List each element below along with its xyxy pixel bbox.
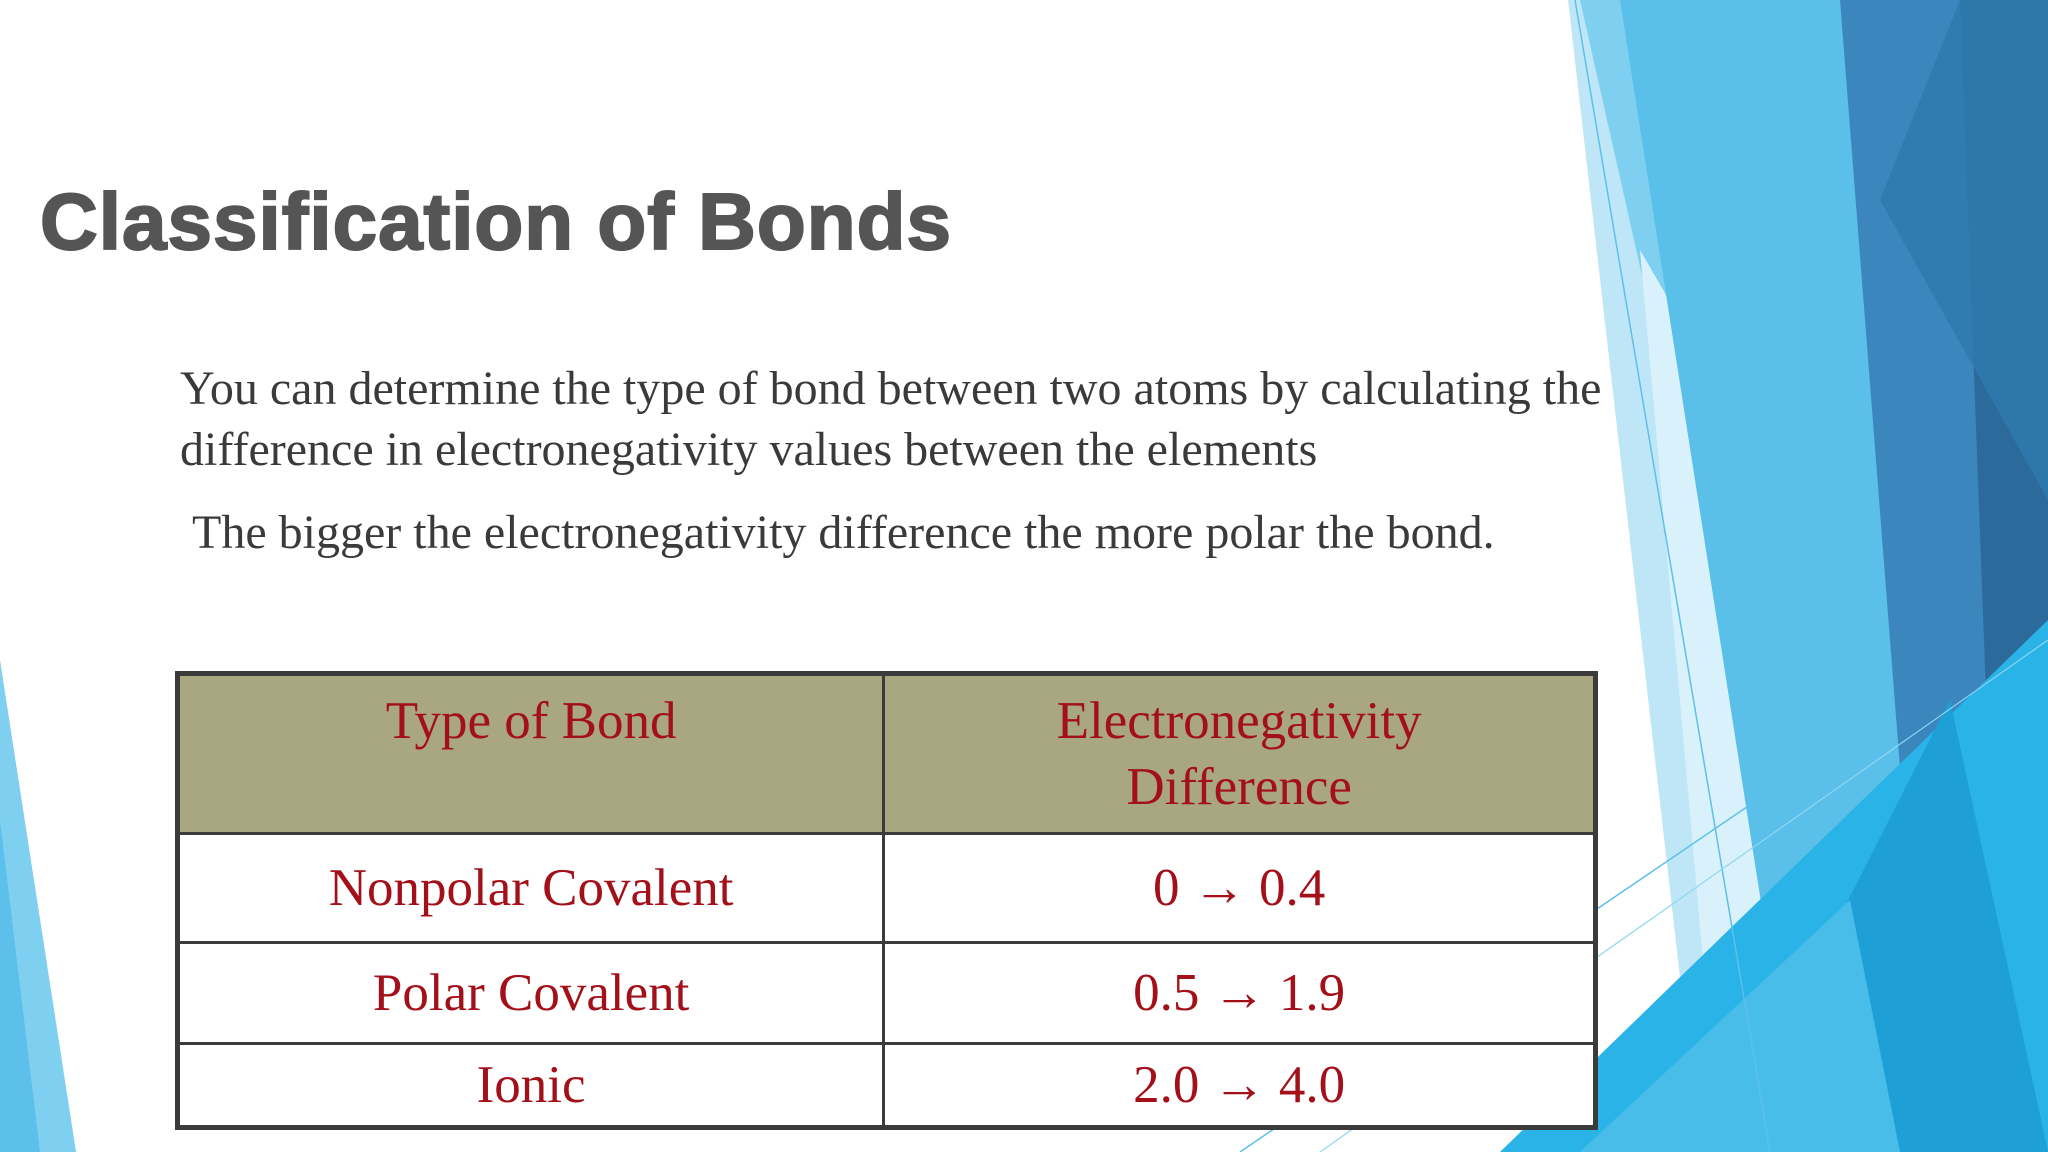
cell-bond-type: Polar Covalent [179, 943, 884, 1044]
bond-classification-table [177, 673, 1596, 1128]
table-row [179, 943, 1595, 1044]
cell-bond-type: Ionic [179, 1044, 884, 1127]
slide-title: Classification of Bonds [40, 177, 952, 266]
table-row [179, 1044, 1595, 1127]
cell-bond-type: Nonpolar Covalent [179, 834, 884, 943]
header-type-of-bond: Type of Bond [179, 675, 884, 834]
body-text [180, 358, 1640, 563]
body-paragraph-1: You can determine the type of bond between two atoms by calculating the difference in electronegativity values between the elements [180, 362, 1602, 476]
cell-en-difference: 0.5 → 1.9 [884, 943, 1595, 1044]
table-row [179, 834, 1595, 943]
cell-en-difference: 0 → 0.4 [884, 834, 1595, 943]
header-electronegativity-difference: Electronegativity Difference [884, 675, 1595, 834]
table-header-row [179, 675, 1595, 834]
body-paragraph-2: The bigger the electronegativity difference the more polar the bond. [192, 506, 1495, 559]
cell-en-difference: 2.0 → 4.0 [884, 1044, 1595, 1127]
